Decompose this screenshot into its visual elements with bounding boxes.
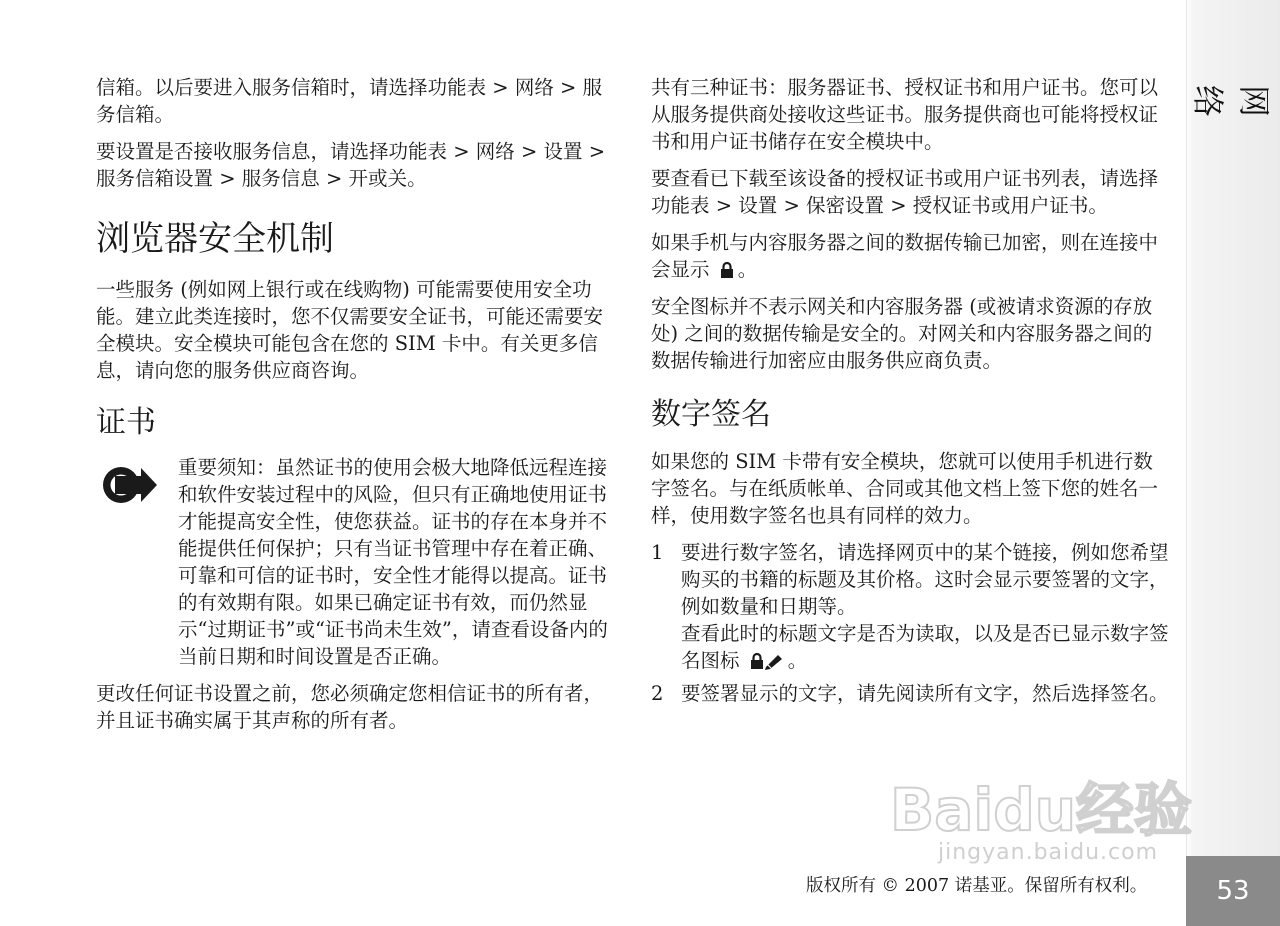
list-item: 2 要签署显示的文字，请先阅读所有文字，然后选择签名。 [651, 682, 1169, 705]
digital-signature-icon [750, 652, 784, 670]
copyright-footer: 版权所有 © 2007 诺基亚。保留所有权利。 [806, 876, 1148, 896]
paragraph-digital-signature: 如果您的 SIM 卡带有安全模块，您就可以使用手机进行数字签名。与在纸质帐单、合同或其他文档上签下您的姓名一样，使用数字签名也具有同样的效力。 [651, 450, 1159, 527]
page-number-box [1186, 856, 1280, 926]
signature-steps [651, 539, 1171, 707]
watermark-url: jingyan.baidu.com [938, 840, 1159, 865]
paragraph-cert-owner: 更改任何证书设置之前，您必须确定您相信证书的所有者，并且证书确实属于其声称的所有者。 [96, 682, 604, 732]
page-number: 53 [1216, 876, 1250, 906]
left-column [96, 74, 608, 744]
list-item: 1 要进行数字签名，请选择网页中的某个链接，例如您希望购买的书籍的标题及其价格。这时会显示要签署的文字，例如数量和日期等。 查看此时的标题文字是否为读取，以及是否已显示数字签名图标 。 [651, 541, 1169, 672]
lock-icon [720, 261, 734, 279]
paragraph-cert-types: 共有三种证书：服务器证书、授权证书和用户证书。您可以从服务提供商处接收这些证书。服务提供商也可能将授权证书和用户证书储存在安全模块中。 [651, 76, 1159, 153]
important-note [96, 454, 608, 670]
note-label: 重要须知： [178, 456, 276, 479]
heading-digital-signature: 数字签名 [651, 397, 771, 432]
heading-certificates: 证书 [96, 405, 156, 440]
important-note-icon [100, 462, 158, 508]
heading-browser-security: 浏览器安全机制 [96, 219, 334, 259]
paragraph-service-message-setting: 要设置是否接收服务信息，请选择功能表 > 网络 > 设置 > 服务信箱设置 > 服务信息 > 开或关。 [96, 140, 606, 190]
svg-text:Baidu经验: Baidu经验 [890, 776, 1193, 844]
paragraph-service-inbox: 信箱。以后要进入服务信箱时，请选择功能表 > 网络 > 服务信箱。 [96, 76, 603, 126]
paragraph-view-certs: 要查看已下载至该设备的授权证书或用户证书列表，请选择功能表 > 设置 > 保密设置 > 授权证书或用户证书。 [651, 167, 1159, 217]
note-text: 虽然证书的使用会极大地降低远程连接和软件安装过程中的风险，但只有正确地使用证书才能提高安全性，使您获益。证书的存在本身并不能提供任何保护；只有当证书管理中存在着正确、可靠和可信的证书时，安全性才能得以提高。证书的有效期有限。如果已确定证书有效，而仍然显示“过期证书”或“证书尚未生效”，请查看设备内的当前日期和时间设置是否正确。 [178, 456, 608, 668]
paragraph-encrypted: 如果手机与内容服务器之间的数据传输已加密，则在连接中会显示 。 [651, 231, 1159, 281]
paragraph-browser-security: 一些服务 (例如网上银行或在线购物) 可能需要使用安全功能。建立此类连接时，您不仅需要安全证书，可能还需要安全模块。安全模块可能包含在您的 SIM 卡中。有关更多信息，请向您的服务供应商咨询。 [96, 278, 604, 382]
section-tab-label: 网络 [1189, 85, 1273, 118]
paragraph-security-icon: 安全图标并不表示网关和内容服务器 (或被请求资源的存放处) 之间的数据传输是安全的。对网关和内容服务器之间的数据传输进行加密应由服务供应商负责。 [651, 295, 1153, 372]
right-column [651, 74, 1171, 713]
